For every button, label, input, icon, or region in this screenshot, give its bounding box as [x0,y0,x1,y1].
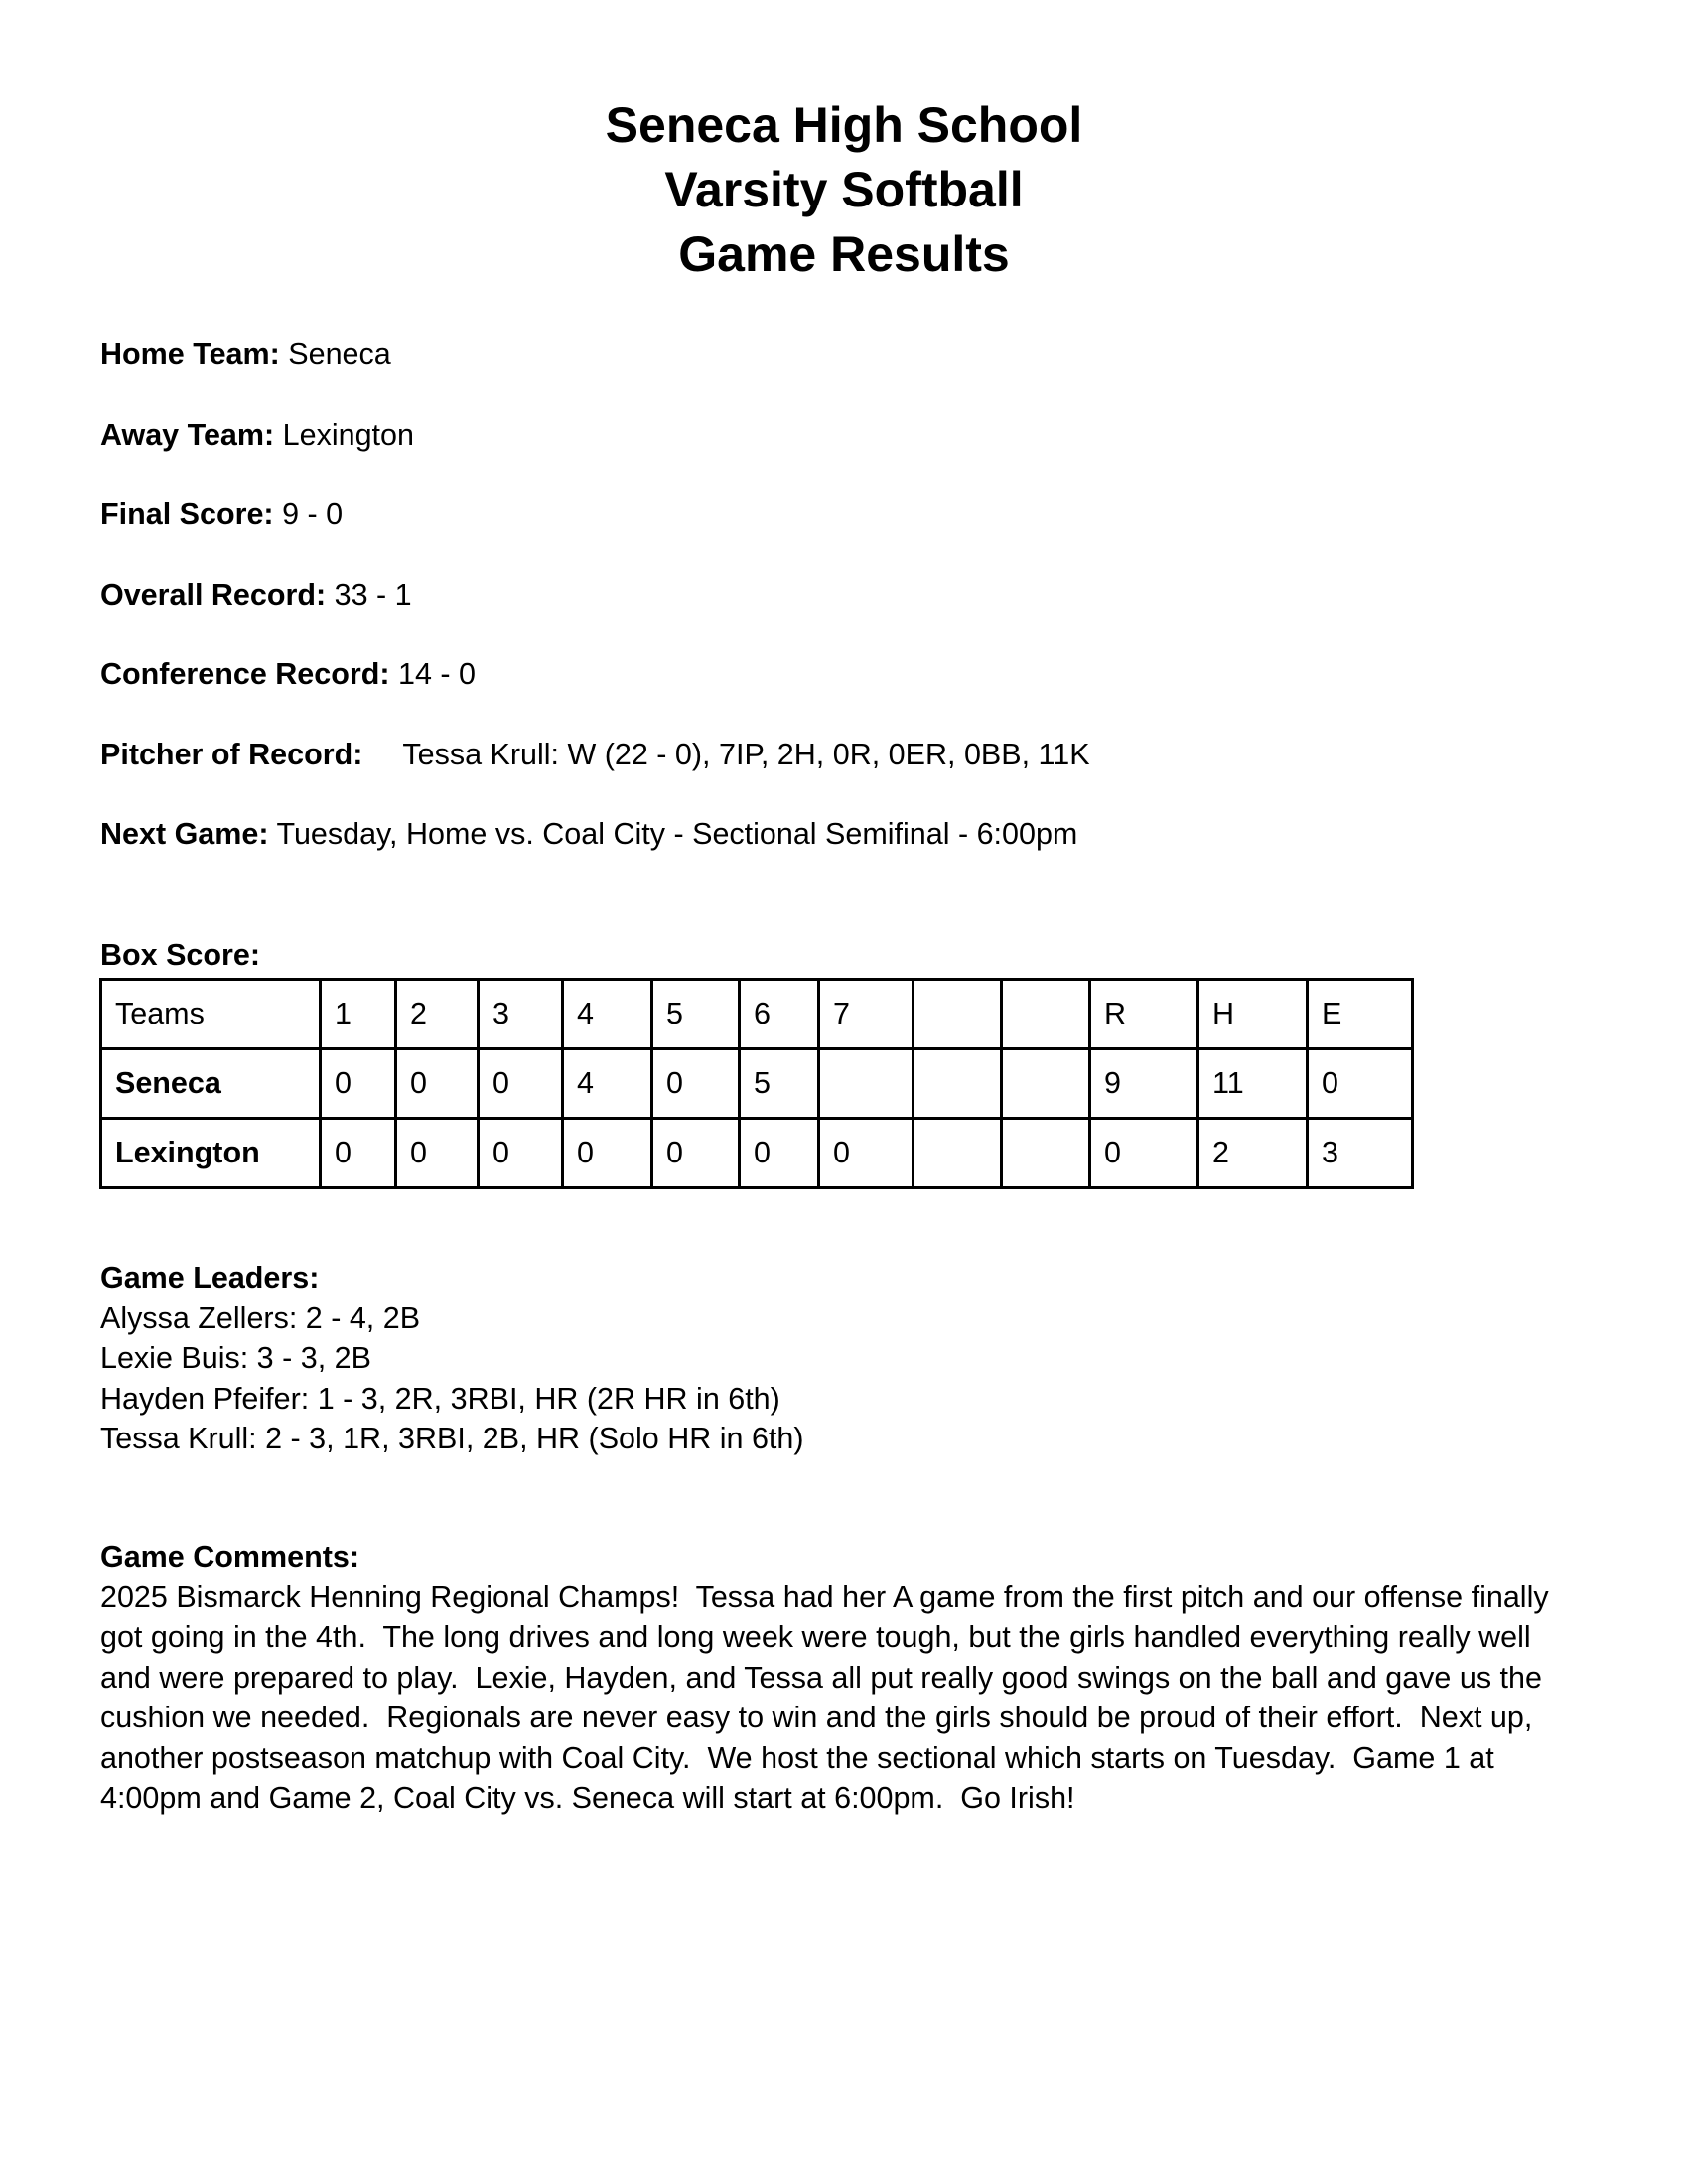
pitcher-of-record-label: Pitcher of Record: [100,738,363,771]
comment-line: cushion we needed. Regionals are never easy to win and the girls should be proud of their effort. Next up, [100,1701,1533,1734]
title-subject: Game Results [678,226,1010,282]
box-score-header-row [101,980,1413,1049]
conference-record-value: 14 - 0 [398,657,476,691]
score-cell [1002,1049,1090,1119]
home-team-label: Home Team: [100,338,280,371]
header-cell: R [1090,980,1198,1049]
errors-cell: 0 [1308,1049,1413,1119]
comment-line: got going in the 4th. The long drives and long week were tough, but the girls handled everything really well [100,1620,1531,1654]
comment-line: 2025 Bismarck Henning Regional Champs! Tessa had her A game from the first pitch and our offense finally [100,1579,1549,1614]
pitcher-of-record-field [100,735,1090,775]
away-team-field [100,415,414,456]
leader-line: Alyssa Zellers: 2 - 4, 2B [100,1300,421,1335]
score-cell: 4 [563,1049,652,1119]
final-score-value: 9 - 0 [282,497,344,531]
team-name-cell: Lexington [101,1119,321,1188]
comment-line: another postseason matchup with Coal City. We host the sectional which starts on Tuesday. Game 1 at [100,1740,1494,1775]
score-cell: 5 [740,1049,819,1119]
document-title [0,93,1688,287]
score-cell: 0 [479,1119,563,1188]
header-cell: 3 [479,980,563,1049]
game-comments-label: Game Comments: [100,1540,360,1573]
leader-line: Hayden Pfeifer: 1 - 3, 2R, 3RBI, HR (2R HR in 6th) [100,1381,780,1416]
title-team: Varsity Softball [664,162,1024,217]
comment-line: and were prepared to play. Lexie, Hayden, and Tessa all put really good swings on the ball and gave us the [100,1660,1542,1695]
header-cell: 4 [563,980,652,1049]
score-cell: 0 [396,1119,479,1188]
header-cell: H [1198,980,1308,1049]
score-cell [819,1049,914,1119]
game-leaders-section [100,1258,804,1459]
score-cell [914,1119,1002,1188]
final-score-field [100,494,343,535]
header-cell: E [1308,980,1413,1049]
hits-cell: 2 [1198,1119,1308,1188]
away-team-label: Away Team: [100,418,275,452]
runs-cell: 9 [1090,1049,1198,1119]
header-cell: Teams [101,980,321,1049]
comment-line: 4:00pm and Game 2, Coal City vs. Seneca will start at 6:00pm. Go Irish! [100,1781,1075,1815]
hits-cell: 11 [1198,1049,1308,1119]
box-score-table [99,978,1414,1189]
header-cell: 6 [740,980,819,1049]
score-cell: 0 [396,1049,479,1119]
home-team-field [100,335,391,375]
header-cell [1002,980,1090,1049]
game-comments-section [100,1537,1549,1819]
box-score-label: Box Score: [100,938,261,972]
box-score-row-seneca [101,1049,1413,1119]
away-team-value: Lexington [282,418,414,452]
score-cell: 0 [652,1049,740,1119]
overall-record-value: 33 - 1 [334,578,412,612]
header-cell: 2 [396,980,479,1049]
box-score-row-lexington [101,1119,1413,1188]
score-cell [914,1049,1002,1119]
score-cell: 0 [740,1119,819,1188]
next-game-label: Next Game: [100,817,269,851]
home-team-value: Seneca [288,338,391,371]
score-cell: 0 [652,1119,740,1188]
score-cell: 0 [563,1119,652,1188]
team-name-cell: Seneca [101,1049,321,1119]
header-cell [914,980,1002,1049]
conference-record-label: Conference Record: [100,657,390,691]
score-cell: 0 [479,1049,563,1119]
game-leaders-label: Game Leaders: [100,1261,320,1295]
next-game-value: Tuesday, Home vs. Coal City - Sectional Semifinal - 6:00pm [276,817,1078,851]
overall-record-field [100,575,412,615]
runs-cell: 0 [1090,1119,1198,1188]
next-game-field [100,814,1077,855]
header-cell: 1 [321,980,396,1049]
overall-record-label: Overall Record: [100,578,327,612]
score-cell: 0 [321,1049,396,1119]
leader-line: Lexie Buis: 3 - 3, 2B [100,1341,371,1375]
header-cell: 5 [652,980,740,1049]
conference-record-field [100,654,476,695]
score-cell: 0 [819,1119,914,1188]
header-cell: 7 [819,980,914,1049]
pitcher-of-record-value: Tessa Krull: W (22 - 0), 7IP, 2H, 0R, 0ER, 0BB, 11K [402,738,1090,771]
score-cell [1002,1119,1090,1188]
errors-cell: 3 [1308,1119,1413,1188]
box-score-heading [100,935,260,976]
title-school: Seneca High School [605,97,1083,153]
leader-line: Tessa Krull: 2 - 3, 1R, 3RBI, 2B, HR (Solo HR in 6th) [100,1422,804,1455]
score-cell: 0 [321,1119,396,1188]
final-score-label: Final Score: [100,497,274,531]
